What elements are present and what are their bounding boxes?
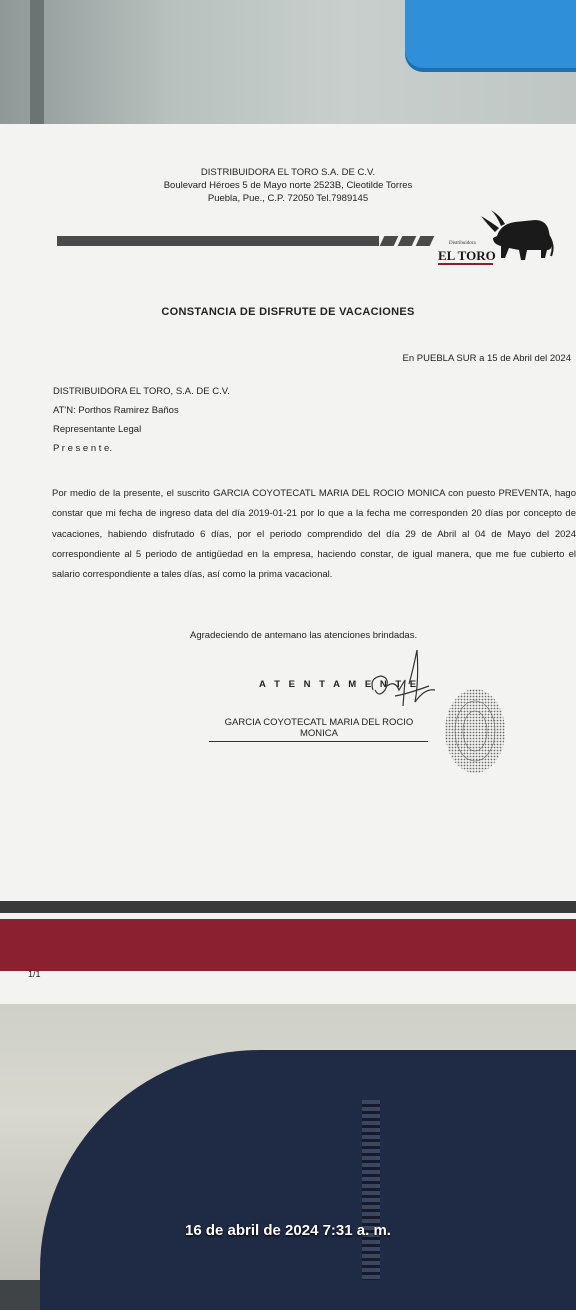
- page-number: 1/1: [28, 969, 41, 979]
- signer-name-line1: GARCIA COYOTECATL MARIA DEL ROCIO: [224, 717, 414, 728]
- company-address-line1: Boulevard Héroes 5 de Mayo norte 2523B, Cleotilde Torres: [163, 180, 413, 191]
- logo-small-text: Distribuidora: [449, 241, 476, 246]
- recipient-company: DISTRIBUIDORA EL TORO, S.A. DE C.V.: [53, 386, 230, 397]
- signer-name: [208, 717, 430, 739]
- blue-object: [405, 0, 576, 68]
- footer-band-red: [0, 919, 576, 971]
- closing-atentamente: A T E N T A M E N T E: [259, 679, 420, 690]
- logo-brand: EL TORO: [438, 248, 496, 263]
- el-toro-logo: [435, 206, 555, 272]
- body-paragraph: Por medio de la presente, el suscrito GARCIA COYOTECATL MARIA DEL ROCIO MONICA con puesto PREVENTA, hago constar que mi fecha de ingreso data del día 2019-01-21 por lo que a la fecha me corresponden 20 días por concepto de vacaciones, habiendo disfrutado 6 días, por el periodo comprendido del día 29 de Abril al 04 de Mayo del 2024 correspondiente al 5 periodo de antigüedad en la empresa, haciendo constar, de igual manera, que me fue cubierto el salario correspondiente a tales días, así como la prima vacacional.: [52, 488, 576, 581]
- footer-band-dark: [0, 901, 576, 913]
- header-band: [57, 236, 379, 246]
- signer-name-line2: MONICA: [300, 728, 338, 739]
- document-title: CONSTANCIA DE DISFRUTE DE VACACIONES: [161, 306, 415, 318]
- header-band-segment: [416, 236, 435, 246]
- background-pole: [30, 0, 44, 130]
- fingerprint-mark: [442, 686, 508, 776]
- company-name: DISTRIBUIDORA EL TORO S.A. DE C.V.: [200, 167, 376, 178]
- photo-timestamp: 16 de abril de 2024 7:31 a. m.: [185, 1222, 391, 1239]
- signature-line: [209, 741, 428, 742]
- document-date: En PUEBLA SUR a 15 de Abril del 2024: [402, 353, 571, 364]
- thanks-line: Agradeciendo de antemano las atenciones brindadas.: [190, 630, 418, 641]
- company-address-line2: Puebla, Pue., C.P. 72050 Tel.7989145: [207, 193, 369, 204]
- recipient-presente: P r e s e n t e.: [53, 443, 112, 454]
- signature-mark: [365, 650, 437, 720]
- header-band-segment: [380, 236, 399, 246]
- header-band-segment: [398, 236, 417, 246]
- letterhead: [0, 166, 576, 205]
- jacket-zipper: [362, 1100, 380, 1280]
- recipient-attention: AT'N: Porthos Ramirez Baños: [53, 405, 179, 416]
- document-page: [0, 124, 576, 1004]
- recipient-role: Representante Legal: [53, 424, 142, 435]
